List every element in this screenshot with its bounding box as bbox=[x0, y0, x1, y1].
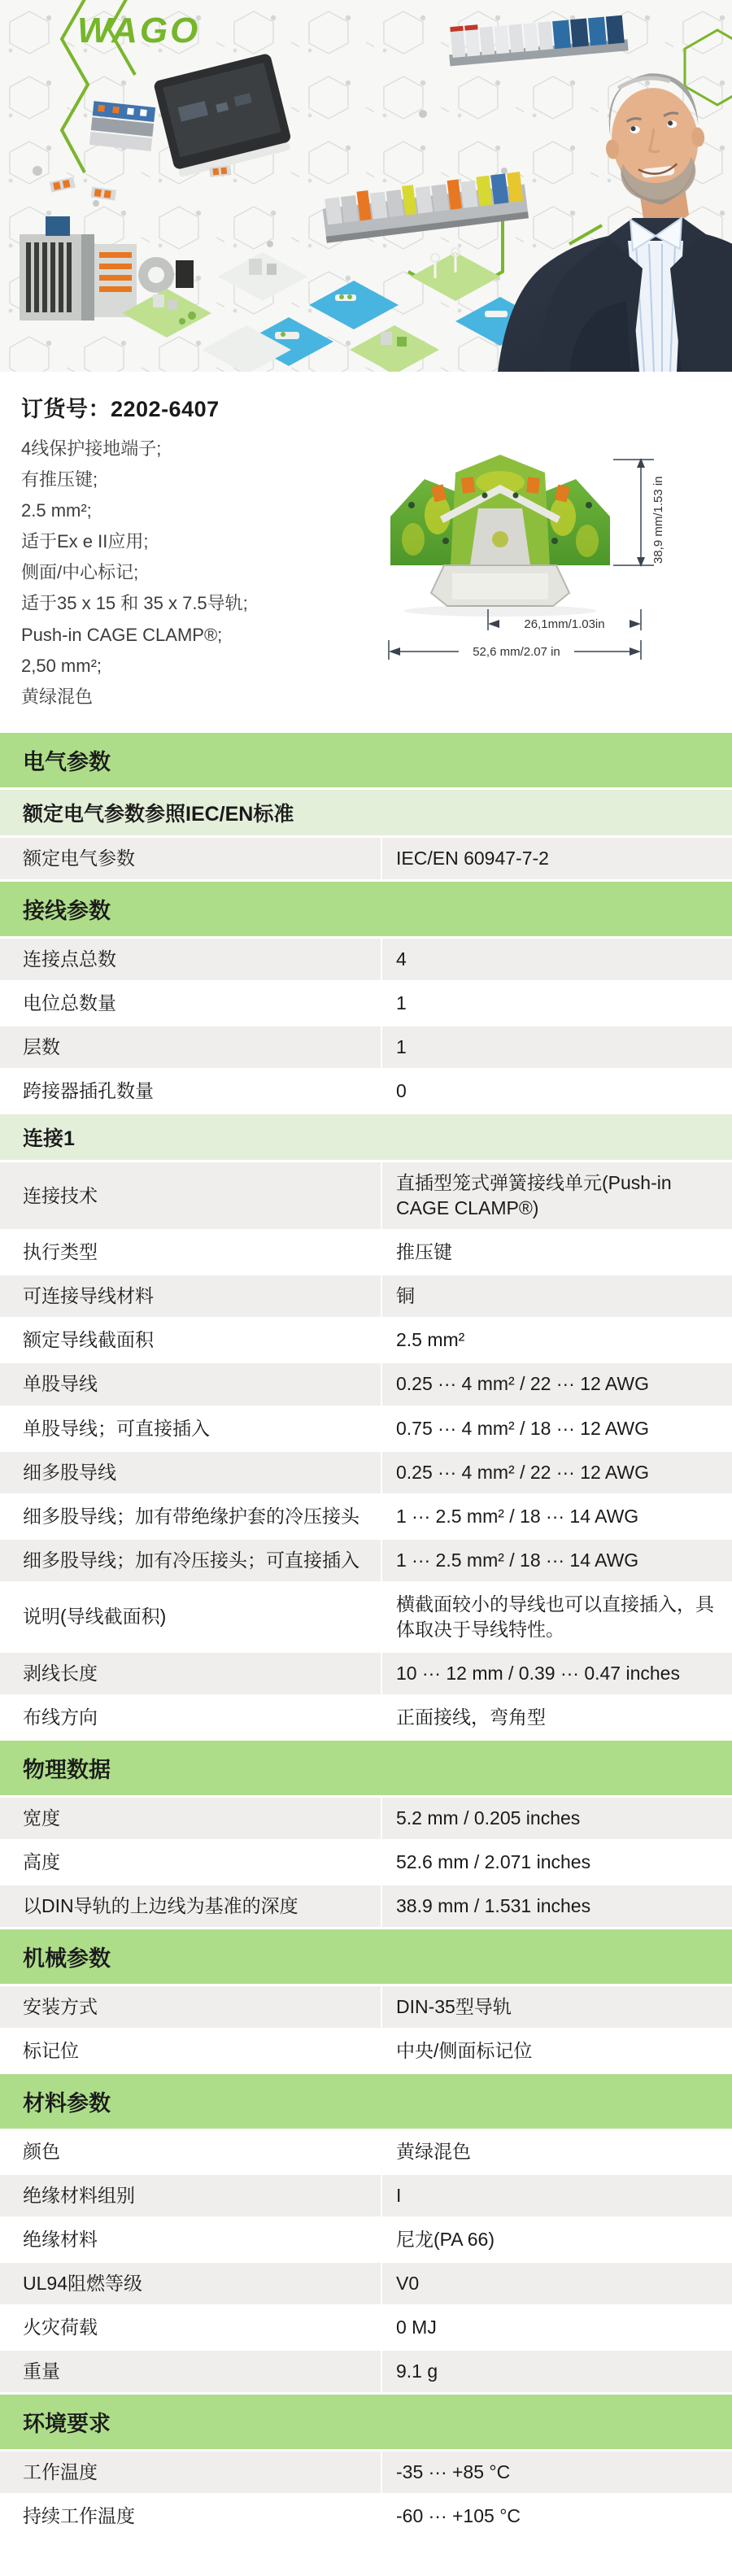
spec-label: 额定导线截面积 bbox=[0, 1319, 381, 1361]
spec-row bbox=[0, 2030, 732, 2072]
spec-value: 9.1 g bbox=[382, 2351, 732, 2392]
spec-value: 横截面较小的导线也可以直接插入，具体取决于导线特性。 bbox=[382, 1584, 732, 1650]
spec-section-header: 材料参数 bbox=[0, 2074, 732, 2129]
spec-label: 单股导线 bbox=[0, 1363, 381, 1405]
spec-value: 0.25 ··· 4 mm² / 22 ··· 12 AWG bbox=[382, 1363, 732, 1405]
spec-value: -35 ··· +85 °C bbox=[382, 2452, 732, 2493]
spec-label: 说明(导线截面积) bbox=[0, 1584, 381, 1650]
dimension-width bbox=[389, 640, 641, 660]
spec-label: 电位总数量 bbox=[0, 983, 381, 1024]
spec-row bbox=[0, 1319, 732, 1361]
spec-label: 可连接导线材料 bbox=[0, 1275, 381, 1317]
dimension-half-width-label: 26,1mm/1.03in bbox=[524, 617, 605, 631]
spec-label: 细多股导线；加有冷压接头；可直接插入 bbox=[0, 1540, 381, 1581]
spec-row bbox=[0, 1986, 732, 2028]
product-description-line: 有推压键; bbox=[21, 469, 98, 490]
spec-row bbox=[0, 2175, 732, 2216]
spec-value: 0.25 ··· 4 mm² / 22 ··· 12 AWG bbox=[382, 1452, 732, 1493]
spec-label: 以DIN导轨的上边线为基准的深度 bbox=[0, 1885, 381, 1927]
spec-label: 火灾荷载 bbox=[0, 2307, 381, 2348]
spec-value: 1 bbox=[382, 1026, 732, 1068]
spec-row bbox=[0, 1496, 732, 1537]
spec-label: 持续工作温度 bbox=[0, 2495, 381, 2537]
product-description-line: 黄绿混色 bbox=[21, 686, 94, 707]
spec-row bbox=[0, 983, 732, 1024]
product-description-line: 适于35 x 15 和 35 x 7.5导轨; bbox=[21, 593, 248, 614]
spec-value: IEC/EN 60947-7-2 bbox=[382, 838, 732, 879]
spec-value: 尼龙(PA 66) bbox=[382, 2219, 732, 2260]
spec-row bbox=[0, 1842, 732, 1883]
spec-value: 推压键 bbox=[382, 1231, 732, 1273]
spec-label: 布线方向 bbox=[0, 1697, 381, 1738]
spec-value: DIN-35型导轨 bbox=[382, 1986, 732, 2028]
spec-value: 直插型笼式弹簧接线单元(Push-in CAGE CLAMP®) bbox=[382, 1162, 732, 1229]
spec-value: 正面接线，弯角型 bbox=[382, 1697, 732, 1738]
spec-row bbox=[0, 838, 732, 879]
product-description-line: 2.5 mm²; bbox=[21, 500, 92, 521]
spec-subsection-header: 连接1 bbox=[0, 1114, 732, 1160]
spec-row bbox=[0, 2307, 732, 2348]
spec-label: 细多股导线 bbox=[0, 1452, 381, 1493]
dimension-height bbox=[613, 458, 654, 567]
spec-row bbox=[0, 2263, 732, 2304]
spec-row bbox=[0, 1540, 732, 1581]
spec-value: 1 bbox=[382, 983, 732, 1024]
spec-value: 2.5 mm² bbox=[382, 1319, 732, 1361]
spec-value: I bbox=[382, 2175, 732, 2216]
spec-row bbox=[0, 1885, 732, 1927]
spec-row bbox=[0, 1798, 732, 1839]
spec-value: 4 bbox=[382, 939, 732, 980]
product-description-line: 2,50 mm²; bbox=[21, 655, 102, 676]
spec-row bbox=[0, 2131, 732, 2173]
spec-label: 跨接器插孔数量 bbox=[0, 1070, 381, 1112]
dimension-height-label: 38,9 mm/1.53 in bbox=[651, 476, 665, 564]
spec-label: 额定电气参数 bbox=[0, 838, 381, 879]
spec-value: 38.9 mm / 1.531 inches bbox=[382, 1885, 732, 1927]
spec-label: 颜色 bbox=[0, 2131, 381, 2173]
spec-label: 连接技术 bbox=[0, 1162, 381, 1229]
spec-row bbox=[0, 1231, 732, 1273]
product-description-line: 4线保护接地端子; bbox=[21, 438, 162, 459]
spec-subsection-header: 额定电气参数参照IEC/EN标准 bbox=[0, 790, 732, 835]
spec-label: 重量 bbox=[0, 2351, 381, 2392]
spec-value: 黄绿混色 bbox=[382, 2131, 732, 2173]
spec-section-header: 机械参数 bbox=[0, 1929, 732, 1984]
spec-row bbox=[0, 1162, 732, 1229]
spec-row bbox=[0, 1070, 732, 1112]
product-description-line: Push-in CAGE CLAMP®; bbox=[21, 624, 223, 645]
spec-label: 绝缘材料组别 bbox=[0, 2175, 381, 2216]
product-description-line: 适于Ex e II应用; bbox=[21, 531, 149, 552]
spec-section-header: 环境要求 bbox=[0, 2395, 732, 2449]
spec-label: 执行类型 bbox=[0, 1231, 381, 1273]
hero-banner bbox=[0, 0, 732, 372]
spec-row bbox=[0, 2495, 732, 2537]
spec-row bbox=[0, 1584, 732, 1650]
spec-value: 铜 bbox=[382, 1275, 732, 1317]
spec-row bbox=[0, 1653, 732, 1694]
spec-value: 0 MJ bbox=[382, 2307, 732, 2348]
spec-label: 工作温度 bbox=[0, 2452, 381, 2493]
spec-value: 1 ··· 2.5 mm² / 18 ··· 14 AWG bbox=[382, 1496, 732, 1537]
spec-row bbox=[0, 1697, 732, 1738]
spec-row bbox=[0, 1363, 732, 1405]
product-figure bbox=[364, 442, 690, 669]
hero-banner-image bbox=[0, 0, 732, 372]
terminal-block-image bbox=[390, 455, 610, 617]
spec-value: 52.6 mm / 2.071 inches bbox=[382, 1842, 732, 1883]
spec-row bbox=[0, 2452, 732, 2493]
spec-label: 绝缘材料 bbox=[0, 2219, 381, 2260]
spec-row bbox=[0, 2219, 732, 2260]
spec-label: 连接点总数 bbox=[0, 939, 381, 980]
spec-value: 1 ··· 2.5 mm² / 18 ··· 14 AWG bbox=[382, 1540, 732, 1581]
spec-label: UL94阻燃等级 bbox=[0, 2263, 381, 2304]
spec-label: 宽度 bbox=[0, 1798, 381, 1839]
spec-value: 10 ··· 12 mm / 0.39 ··· 0.47 inches bbox=[382, 1653, 732, 1694]
product-drawing bbox=[364, 442, 690, 669]
blue-terminal-photo bbox=[89, 101, 155, 151]
spec-value: 5.2 mm / 0.205 inches bbox=[382, 1798, 732, 1839]
spec-section-header: 接线参数 bbox=[0, 882, 732, 936]
spec-row bbox=[0, 2351, 732, 2392]
spec-label: 安装方式 bbox=[0, 1986, 381, 2028]
spec-section-header: 物理数据 bbox=[0, 1741, 732, 1795]
spec-row bbox=[0, 1452, 732, 1493]
spec-label: 细多股导线；加有带绝缘护套的冷压接头 bbox=[0, 1496, 381, 1537]
spec-value: V0 bbox=[382, 2263, 732, 2304]
spec-section-header: 电气参数 bbox=[0, 733, 732, 787]
wago-logo: WAGO bbox=[77, 11, 201, 50]
spec-value: 中央/侧面标记位 bbox=[382, 2030, 732, 2072]
product-description-line: 侧面/中心标记; bbox=[21, 562, 139, 583]
spec-label: 高度 bbox=[0, 1842, 381, 1883]
spec-label: 标记位 bbox=[0, 2030, 381, 2072]
product-info-section bbox=[0, 372, 732, 730]
spec-label: 单股导线；可直接插入 bbox=[0, 1408, 381, 1449]
spec-row bbox=[0, 939, 732, 980]
spec-row bbox=[0, 1026, 732, 1068]
spec-row bbox=[0, 1275, 732, 1317]
spec-value: 0 bbox=[382, 1070, 732, 1112]
spec-value: -60 ··· +105 °C bbox=[382, 2495, 732, 2537]
dimension-width-label: 52,6 mm/2.07 in bbox=[473, 645, 560, 659]
spec-value: 0.75 ··· 4 mm² / 18 ··· 12 AWG bbox=[382, 1408, 732, 1449]
spec-table bbox=[0, 733, 732, 2576]
order-number: 订货号：2202-6407 bbox=[21, 397, 220, 421]
spec-label: 层数 bbox=[0, 1026, 381, 1068]
spec-label: 剥线长度 bbox=[0, 1653, 381, 1694]
spec-row bbox=[0, 1408, 732, 1449]
